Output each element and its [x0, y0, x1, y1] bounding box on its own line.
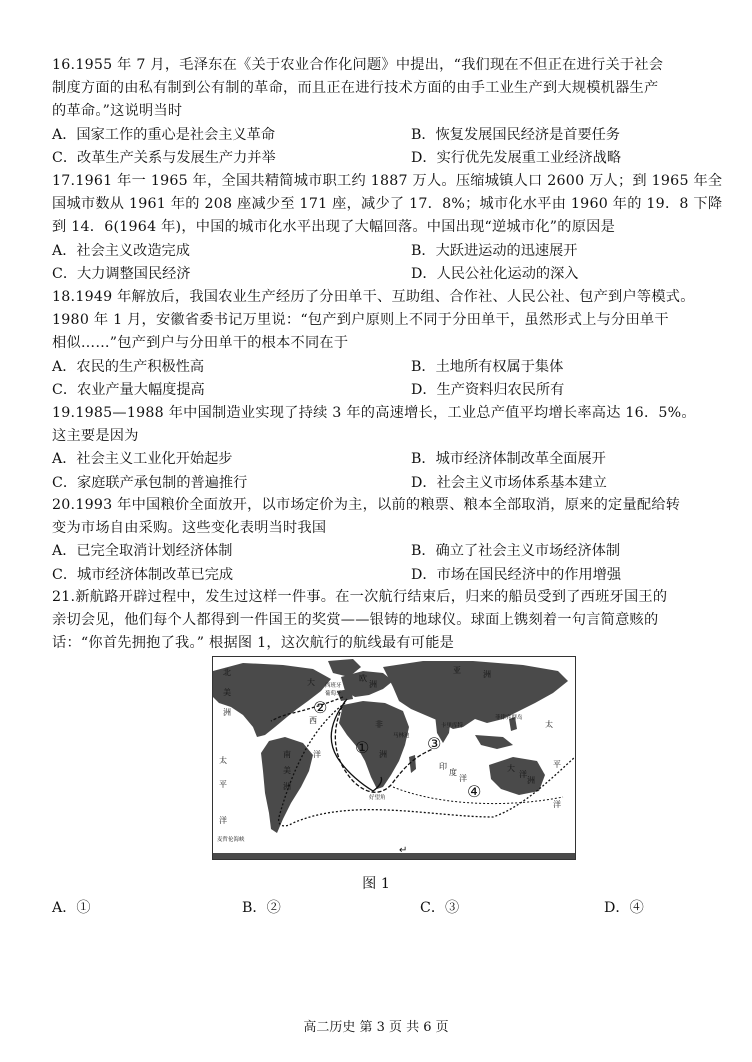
question-text: 到 14．6(1964 年)，中国的城市化水平出现了大幅回落。中国出现“逆城市化”的原因是: [52, 219, 616, 236]
option-b: B．大跃进运动的迅速展开: [411, 242, 578, 259]
question-text: 国城市数从 1961 年的 208 座减少至 171 座，减少了 17．8%；城市化水平由 1960 年的 19．8 下降: [52, 196, 723, 213]
label-pacific-5: 平: [553, 760, 561, 769]
option-a: A．社会主义工业化开始起步: [52, 451, 233, 468]
question-20: [52, 494, 702, 587]
option-d: D．实行优先发展重工业经济战略: [411, 149, 622, 166]
question-text: 话：“你首先拥抱了我。” 根据图 1，这次航行的航线最有可能是: [52, 635, 455, 652]
question-text: 16.1955 年 7 月，毛泽东在《关于农业合作化问题》中提出，“我们现在不但正在进行关于社会: [52, 57, 664, 73]
label-indian-3: 洋: [459, 774, 467, 783]
question-text: 亲切会见，他们每个人都得到一件国王的奖赏——银铸的地球仪。球面上镌刻着一句言简意赅的: [52, 612, 659, 629]
route-number-2: ②: [313, 698, 328, 717]
label-europe-2: 洲: [369, 680, 377, 689]
label-calicut: 卡里库特: [441, 723, 464, 729]
page-footer: 高二历史 第 3 页 共 6 页: [303, 1020, 449, 1035]
label-oceania-3: 洲: [527, 776, 535, 785]
label-pacific-3: 洋: [219, 816, 227, 825]
option-b: B．城市经济体制改革全面展开: [411, 451, 606, 468]
question-text: 这主要是因为: [52, 428, 139, 445]
question-text: 19.1985—1988 年中国制造业实现了持续 3 年的高速增长，工业总产值平均增长率高达 16．5%。: [52, 405, 696, 421]
route-number-3: ③: [427, 734, 442, 753]
label-pacific-1: 太: [219, 756, 227, 765]
option-c: C．城市经济体制改革已完成: [52, 566, 234, 583]
label-america-1: 美: [223, 688, 231, 697]
question-text: 的革命。”这说明当时: [52, 103, 183, 120]
label-magellan-strait: 麦哲伦海峡: [217, 837, 245, 843]
option-a: A．农民的生产积极性高: [52, 358, 205, 375]
world-map: [213, 657, 575, 859]
label-oceania-1: 大: [507, 764, 515, 773]
question-text: 21.新航路开辟过程中，发生过这样一件事。在一次航行结束后，归来的船员受到了西班牙国王的: [52, 589, 668, 605]
option-a: A．已完全取消计划经济体制: [52, 543, 233, 560]
question-21: [52, 586, 702, 656]
question-16: [52, 54, 702, 170]
option-b: B．恢复发展国民经济是首要任务: [411, 126, 621, 143]
question-17: [52, 170, 723, 286]
route-number-1: ①: [355, 738, 370, 757]
question-text: 20.1993 年中国粮价全面放开，以市场定价为主，以前的粮票、粮本全部取消，原来的定量配给转: [52, 497, 681, 513]
option-b: B．②: [242, 900, 281, 916]
question-18: [52, 286, 702, 402]
option-c: C．农业产量大幅度提高: [52, 381, 205, 398]
label-atlantic-2: 西: [309, 716, 317, 725]
question-text: 变为市场自由采购。这些变化表明当时我国: [52, 520, 327, 537]
figure-caption: 图 1: [362, 876, 390, 892]
label-africa: 非: [375, 720, 383, 729]
label-south: 南: [283, 750, 291, 759]
route-number-4: ④: [467, 782, 482, 801]
label-continent-1: 洲: [223, 708, 231, 717]
label-pacific-6: 洋: [553, 800, 561, 809]
label-philippines: 菲律宾群岛: [495, 715, 523, 721]
option-c: C．③: [420, 900, 460, 916]
option-c: C．大力调整国民经济: [52, 265, 191, 282]
option-a: A．社会主义改造完成: [52, 242, 190, 259]
option-b: B．土地所有权属于集体: [411, 358, 564, 375]
label-indian-2: 度: [449, 768, 457, 777]
option-d: D．④: [604, 900, 644, 916]
label-malindi: 马林迪: [393, 733, 410, 739]
option-d: D．生产资料归农民所有: [411, 381, 565, 398]
label-continent-3: 洲: [483, 670, 491, 679]
option-d: D．社会主义市场体系基本建立: [411, 474, 607, 491]
label-continent-2: 洲: [283, 782, 291, 791]
label-north: 北: [223, 668, 231, 677]
option-d: D．人民公社化运动的深入: [411, 265, 579, 282]
label-oceania-2: 洋: [519, 770, 527, 779]
label-atlantic-1: 大: [307, 678, 315, 687]
label-asia: 亚: [453, 666, 461, 675]
label-america-2: 美: [283, 766, 291, 775]
label-europe-1: 欧: [359, 674, 367, 683]
question-19: [52, 402, 702, 495]
question-text: 制度方面的由私有制到公有制的革命，而且正在进行技术方面的由手工业生产到大规模机器生产: [52, 80, 659, 97]
label-cape-good-hope: 好望角: [369, 795, 386, 801]
option-c: C．改革生产关系与发展生产力并举: [52, 149, 276, 166]
option-a: A．①: [52, 900, 91, 916]
label-portugal: 葡萄牙: [325, 691, 342, 697]
option-b: B．确立了社会主义市场经济体制: [411, 543, 621, 560]
question-text: 相似……”包产到户与分田单干的根本不同在于: [52, 335, 349, 352]
question-text: 18.1949 年解放后，我国农业生产经历了分田单干、互助组、合作社、人民公社、包产到户等模式。: [52, 289, 695, 305]
antarctica-shape: [213, 853, 575, 859]
option-c: C．家庭联产承包制的普遍推行: [52, 474, 248, 491]
label-spain: 西班牙: [325, 683, 342, 689]
option-d: D．市场在国民经济中的作用增强: [411, 566, 622, 583]
question-text: 17.1961 年一 1965 年，全国共精简城市职工约 1887 万人。压缩城镇人口 2600 万人；到 1965 年全: [52, 173, 723, 189]
label-indian-1: 印: [439, 762, 447, 771]
label-pacific-4: 太: [545, 720, 553, 729]
label-atlantic-3: 洋: [313, 750, 321, 759]
route-map-figure: [212, 656, 576, 860]
question-21-options: [52, 897, 702, 921]
label-pacific-2: 平: [219, 780, 227, 789]
return-mark-glyph: ↵: [399, 845, 408, 856]
label-continent-4: 洲: [379, 750, 387, 759]
option-a: A．国家工作的重心是社会主义革命: [52, 126, 276, 143]
question-text: 1980 年 1 月，安徽省委书记万里说：“包产到户原则上不同于分田单干，虽然形式上与分田单干: [52, 312, 669, 329]
